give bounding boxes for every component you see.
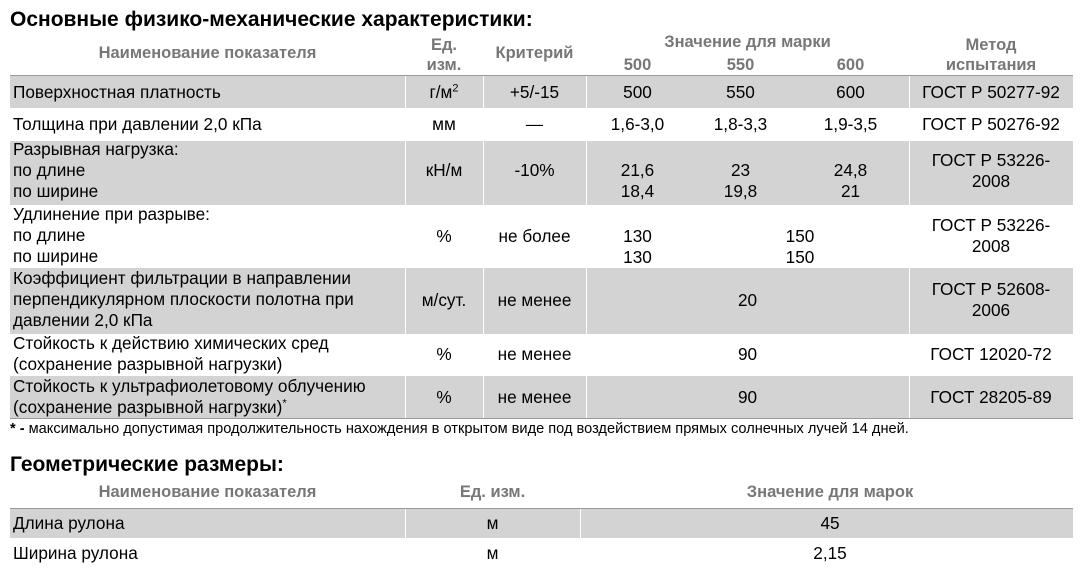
row1-criterion: +5/-15 [509,82,560,102]
row1-name: Поверхностная платность [13,82,221,102]
header-unit-line1: Ед. [430,36,458,54]
geo-row2-unit: м [486,543,499,563]
header-method-line1: Метод [965,36,1017,54]
row4-name-line3: по ширине [13,246,99,266]
row4-method-line1: ГОСТ Р 53226- [931,215,1051,235]
row4-value-500 [586,226,689,268]
row6-value: 90 [737,344,758,364]
row5-method [909,279,1073,321]
header-brand-550: 550 [726,56,755,74]
row4-criterion: не более [498,226,571,246]
row3-criterion: -10% [514,160,555,180]
table1-bottom-border [10,418,1073,419]
geo-header-name: Наименование показателя [98,483,317,501]
row4-value-600-width: 150 [785,247,815,267]
row5-name-line2: перпендикулярном плоскости полотна при [13,289,354,309]
row7-name-line2: (сохранение разрывной нагрузки)* [13,397,287,417]
geo-header-unit: Ед. изм. [459,483,526,501]
row7-unit: % [436,387,452,407]
row4-method [909,215,1073,257]
header-criterion: Критерий [495,44,574,62]
row4-value-500-width: 130 [623,247,652,267]
header-method-line2: испытания [945,56,1037,74]
row7-criterion: не менее [497,387,572,407]
row2-value-500: 1,6-3,0 [610,114,665,134]
row5-method-line1: ГОСТ Р 52608- [931,279,1051,299]
row5-name-line3: давлении 2,0 кПа [13,310,153,330]
header-name: Наименование показателя [98,44,317,62]
row2-value-600: 1,9-3,5 [823,114,878,134]
row7-method: ГОСТ 28205-89 [930,387,1052,407]
row2-name: Толщина при давлении 2,0 кПа [13,114,262,134]
row5-criterion: не менее [497,290,572,310]
header-unit-line2: изм. [426,56,462,74]
row2-value-550: 1,8-3,3 [713,114,768,134]
row3-method-line1: ГОСТ Р 53226- [931,150,1051,170]
row2-unit: мм [432,114,456,134]
geo-header-value: Значение для марок [746,483,914,501]
geo-row1-unit: м [486,513,499,533]
row3-name-line3: по ширине [13,181,99,201]
section-title-geometric: Геометрические размеры: [10,453,284,476]
row3-value-550 [689,160,792,202]
row3-value-600 [792,160,909,202]
row3-value-500-length: 21,6 [620,160,655,180]
row6-unit: % [436,344,452,364]
row1-unit: $г/м^2$ [429,82,459,102]
row3-value-550-width: 19,8 [723,181,758,201]
row1-value-550: 550 [726,82,755,102]
header-method [909,35,1073,75]
row5-name [13,268,354,331]
row4-unit: % [436,226,452,246]
row1-method: ГОСТ Р 50277-92 [922,82,1060,102]
row6-method: ГОСТ 12020-72 [930,344,1052,364]
row5-unit: м/сут. [421,290,467,310]
row4-method-line2: 2008 [971,236,1011,256]
header-brand-500: 500 [623,56,652,74]
row6-name [13,333,329,375]
row4-name-line2: по длине [13,225,86,245]
row3-unit: кН/м [425,160,463,180]
row5-value: 20 [737,290,758,310]
row3-value-500 [586,160,689,202]
table1-top-border [10,75,1073,76]
row2-method: ГОСТ Р 50276-92 [922,114,1060,134]
row4-name [13,204,210,267]
row6-name-line1: Стойкость к действию химических сред [13,333,329,353]
row3-name [13,139,179,202]
row6-criterion: не менее [497,344,572,364]
footnote-mark: * - [10,421,25,437]
geo-row2-value: 2,15 [813,543,847,563]
row7-name-line1: Стойкость к ультрафиолетовому облучению [13,376,366,396]
header-unit [405,35,483,75]
row5-name-line1: Коэффициент фильтрации в направлении [13,268,351,288]
footnote-text: максимально допустимая продолжительность нахождения в открытом виде под воздействием прямых солнечных лучей 14 дней. [24,421,909,437]
row1-value-600: 600 [836,82,865,102]
row2-criterion: — [525,114,544,134]
header-value-group: Значение для марки [664,33,831,51]
geo-row1-name: Длина рулона [13,513,125,533]
row3-value-600-length: 24,8 [833,160,868,180]
row4-name-line1: Удлинение при разрыве: [13,204,210,224]
geo-row1-value: 45 [820,513,840,533]
header-brand-600: 600 [836,56,865,74]
row7-value: 90 [737,387,758,407]
row3-name-line2: по длине [13,160,86,180]
row3-value-600-width: 21 [840,181,861,201]
row4-value-500-length: 130 [623,226,652,246]
row6-name-line2: (сохранение разрывной нагрузки) [13,354,283,374]
footnote [10,421,909,437]
row7-name [13,376,366,418]
row4-value-600-length: 150 [785,226,815,246]
row3-method [909,150,1073,192]
row3-name-line1: Разрывная нагрузка: [13,139,179,159]
geo-row2-name: Ширина рулона [13,543,138,563]
row3-method-line2: 2008 [971,171,1011,191]
row4-value-550-600 [740,226,860,268]
row3-value-500-width: 18,4 [620,181,655,201]
row1-value-500: 500 [623,82,652,102]
section-title-physical: Основные физико-механические характеристики: [10,8,533,31]
row3-value-550-length: 23 [730,160,751,180]
row5-method-line2: 2006 [971,300,1011,320]
